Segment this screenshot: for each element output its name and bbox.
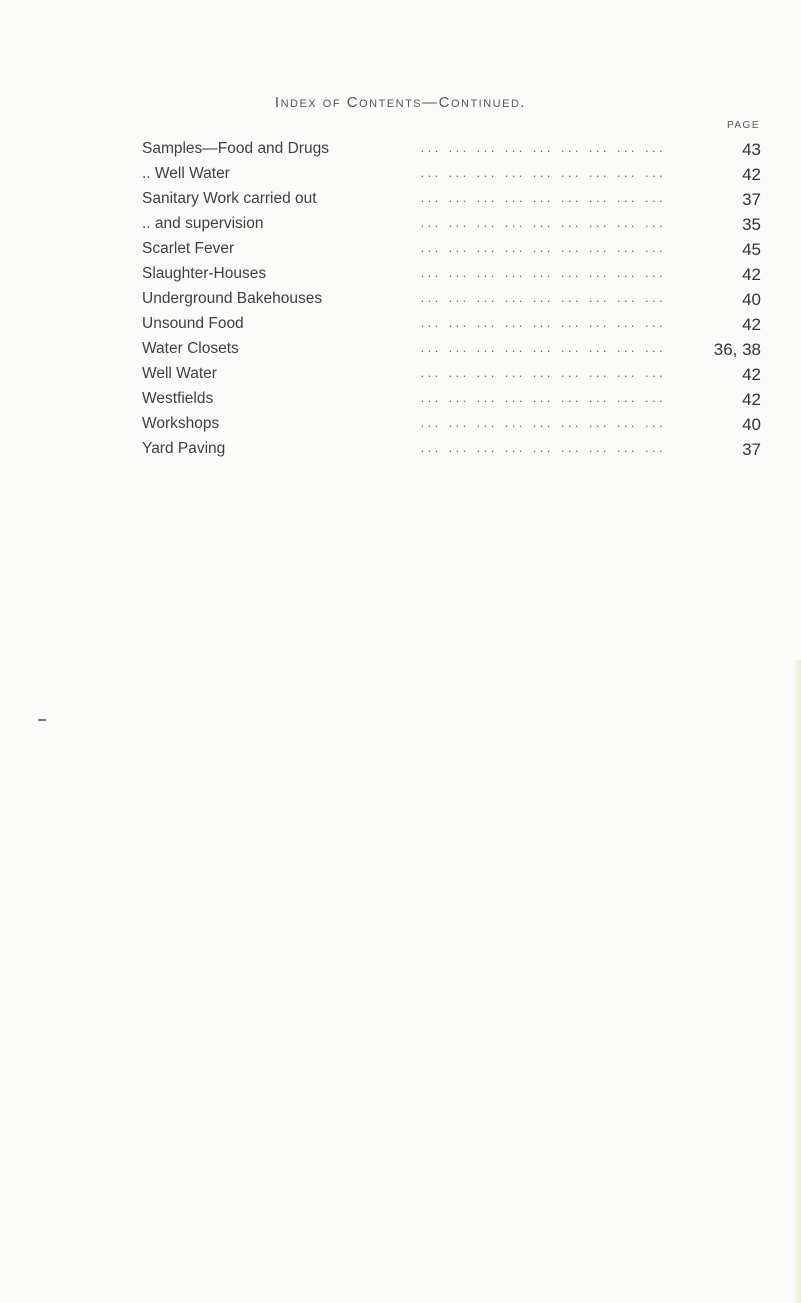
leader-dots: ... ... ... ... ... ... ... ... ...: [420, 140, 666, 155]
entry-label: Well Water: [142, 365, 217, 382]
leader-dots: ... ... ... ... ... ... ... ... ...: [420, 290, 666, 305]
entry-page: 35: [742, 215, 761, 234]
leader-dots: ... ... ... ... ... ... ... ... ...: [420, 265, 666, 280]
paper-edge-stain: [793, 660, 801, 1303]
page-title: Index of Contents—Continued.: [274, 94, 527, 111]
entry-page: 45: [742, 240, 761, 259]
leader-dots: ... ... ... ... ... ... ... ... ...: [420, 365, 666, 380]
entry-label: Samples—Food and Drugs: [142, 140, 329, 157]
leader-dots: ... ... ... ... ... ... ... ... ...: [420, 240, 666, 255]
index-entry: [0, 140, 801, 162]
index-entry: [0, 415, 801, 437]
entry-page: 43: [742, 140, 761, 159]
index-entry: [0, 190, 801, 212]
index-entry: [0, 265, 801, 287]
leader-dots: ... ... ... ... ... ... ... ... ...: [420, 165, 666, 180]
leader-dots: ... ... ... ... ... ... ... ... ...: [420, 415, 666, 430]
entry-label: Unsound Food: [142, 315, 244, 332]
entry-page: 40: [742, 415, 761, 434]
entry-label: Scarlet Fever: [142, 240, 235, 257]
entry-label: Yard Paving: [142, 440, 226, 457]
index-entry: [0, 315, 801, 337]
index-entry: [0, 365, 801, 387]
entry-page: 42: [742, 265, 761, 284]
entry-label: Sanitary Work carried out: [142, 190, 317, 207]
entry-label: Westfields: [142, 390, 214, 407]
entry-page: 42: [742, 365, 761, 384]
entry-page: 40: [742, 290, 761, 309]
entry-label: .. and supervision: [142, 215, 264, 232]
entry-label: .. Well Water: [142, 165, 230, 182]
index-entry: [0, 440, 801, 462]
page-column-header: PAGE: [726, 120, 760, 131]
entry-label: Underground Bakehouses: [142, 290, 323, 307]
leader-dots: ... ... ... ... ... ... ... ... ...: [420, 315, 666, 330]
entry-page: 36, 38: [713, 340, 761, 359]
index-entry: [0, 340, 801, 362]
index-entry: [0, 390, 801, 412]
entry-page: 37: [742, 190, 761, 209]
entry-page: 37: [742, 440, 761, 459]
entry-label: Slaughter-Houses: [142, 265, 267, 282]
entry-label: Water Closets: [142, 340, 239, 357]
entry-label: Workshops: [142, 415, 220, 432]
leader-dots: ... ... ... ... ... ... ... ... ...: [420, 440, 666, 455]
leader-dots: ... ... ... ... ... ... ... ... ...: [420, 215, 666, 230]
entry-page: 42: [742, 390, 761, 409]
entry-page: 42: [742, 165, 761, 184]
entry-page: 42: [742, 315, 761, 334]
leader-dots: ... ... ... ... ... ... ... ... ...: [420, 340, 666, 355]
index-entry: [0, 240, 801, 262]
leader-dots: ... ... ... ... ... ... ... ... ...: [420, 390, 666, 405]
index-entry: [0, 290, 801, 312]
index-entry: [0, 165, 801, 187]
margin-mark: [38, 719, 46, 721]
index-entry: [0, 215, 801, 237]
leader-dots: ... ... ... ... ... ... ... ... ...: [420, 190, 666, 205]
